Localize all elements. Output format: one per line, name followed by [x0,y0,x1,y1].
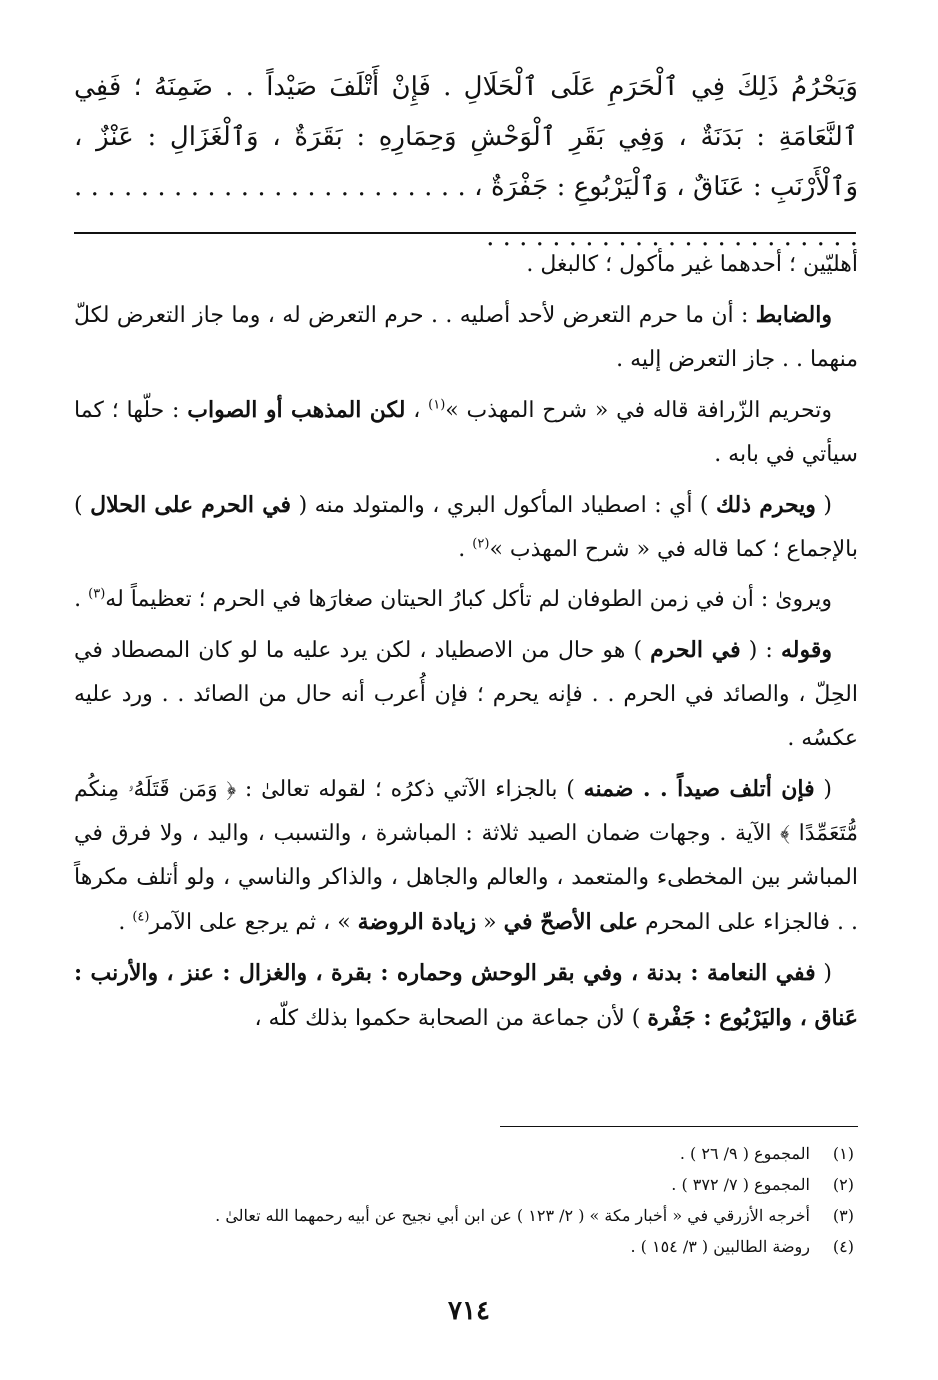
footnote-text: المجموع ( ٩/ ٢٦ ) . [679,1144,810,1163]
sharh-paragraph-8 [74,951,858,1041]
footnote-ref: (٤) [132,909,150,925]
paragraph-text: . [118,910,133,935]
paragraph-text: . [74,587,89,612]
bold-matn-quote: ويحرم ذلك [716,492,816,518]
footnote-ref: (١) [428,397,446,413]
footnote-item [74,1169,858,1200]
paragraph-text: ) هو حال من الاصطياد ، لكن يرد عليه ما لو كان المصطاد في الحِلّ ، والصائد في الحرم . . فإنه يحرم ؛ فإن أُعرب أنه حال من الصائد . . ورد عليه عكسُه . [74,638,858,751]
paragraph-text: ) بالإجماع ؛ كما قاله في « شرح المهذب » [74,493,858,562]
footnote-item [74,1231,858,1262]
paragraph-text: » ، ثم يرجع على الآمر [149,910,358,935]
footnote-separator-line [500,1126,858,1127]
footnote-item [74,1200,858,1231]
bold-term: لكن المذهب أو الصواب [187,397,406,423]
bold-term: على الأصحّ في [503,909,639,935]
paragraph-text: : أن ما حرم التعرض لأحد أصليه . . حرم التعرض له ، وما جاز التعرض لكلّ منهما . . جاز التعرض إليه . [74,303,858,372]
bold-matn-quote: ففي النعامة : بدنة ، وفي بقر الوحش وحماره : بقرة ، والغزال : عنز ، والأرنب : عَناق ، واليَرْبُوع : جَفْرة [74,960,858,1031]
paragraph-text: : حلّها ؛ كما سيأتي في بابه . [74,398,858,467]
footnote-number: (٤) [832,1237,854,1256]
sharh-paragraph-2 [74,293,858,382]
bold-matn-quote: في الحرم [650,637,741,663]
sharh-paragraph-6 [74,628,858,761]
bold-term: وقوله [780,637,832,663]
paragraph-text: . [458,537,473,562]
paragraph-text: ( [815,961,833,986]
footnote-ref: (٢) [472,536,490,552]
footnote-number: (١) [832,1144,854,1163]
sharh-paragraph-3 [74,388,858,477]
paragraph-text: ) لأن جماعة من الصحابة حكموا بذلك كلّه ، [254,1006,648,1031]
paragraph-text: ( [814,777,832,802]
paragraph-text: ) أي : اصطياد المأكول البري ، والمتولد منه ( [291,493,717,518]
page-number: ٧١٤ [448,1296,490,1326]
footnote-text: روضة الطالبين ( ٣/ ١٥٤ ) . [630,1237,810,1256]
sharh-paragraph-4 [74,483,858,572]
footnote-number: (٢) [832,1175,854,1194]
bold-book-title: زيادة الروضة [357,909,477,935]
footnote-text: المجموع ( ٧/ ٣٧٢ ) . [671,1175,810,1194]
footnote-number: (٣) [832,1206,854,1225]
paragraph-text: ويروىٰ : أن في زمن الطوفان لم تأكل كبارُ الحيتان صغارَها في الحرم ؛ تعظيماً له [105,587,832,612]
bold-matn-quote: فإن أتلف صيداً . . ضمنه [583,776,815,802]
bold-matn-quote: في الحرم على الحلال [90,492,292,518]
bold-term: والضابط [755,302,832,328]
paragraph-text: : ( [740,638,781,663]
matn-separator-line [74,232,856,234]
footnote-ref: (٣) [88,586,106,602]
footnote-item [74,1138,858,1169]
sharh-paragraph-1: أهليّين ؛ أحدهما غير مأكول ؛ كالبغل . [526,252,858,277]
footnotes-block [74,1138,858,1262]
footnote-text: أخرجه الأزرقي في « أخبار مكة » ( ٢/ ١٢٣ ) عن ابن أبي نجيح عن أبيه رحمهما الله تعالىٰ . [215,1206,810,1225]
paragraph-text: ( [815,493,833,518]
paragraph-text: وتحريم الزّرافة قاله في « شرح المهذب » [445,398,832,423]
sharh-paragraph-7 [74,767,858,945]
paragraph-text: « [476,910,504,935]
paragraph-text: ) بالجزاء الآتي ذكرُه ؛ لقوله تعالىٰ : ﴿ وَمَن قَتَلَهُۥ مِنكُم مُّتَعَمِّدًا ﴾ الآية . وجهات ضمان الصيد ثلاثة : المباشرة ، والتسبب ، واليد ، ولا فرق في المباشر بين المخطىء والمتعمد ، والعالم والجاهل ، والذاكر والناسي ، ولو أتلف مكرهاً . . فالجزاء على المحرم [74,777,858,935]
sharh-commentary-block [74,243,858,1047]
paragraph-text: ، [405,398,429,423]
sharh-paragraph-5 [74,578,858,622]
matn-paragraph: وَيَحْرُمُ ذَلِكَ فِي ٱلْحَرَمِ عَلَى ٱلْحَلَالِ . فَإِنْ أَتْلَفَ صَيْداً . . ضَمِنَهُ ؛ فَفِي ٱلنَّعَامَةِ : بَدَنَةٌ ، وَفِي بَقَرِ ٱلْوَحْشِ وَحِمَارِهِ : بَقَرَةٌ ، وَٱلْغَزَالِ : عَنْزٌ ، وَٱلْأَرْنَبِ : عَنَاقٌ ، وَٱلْيَرْبُوعِ : جَفْرَةٌ ، . . . . . . . . . . . . . . . . . . . . . . . . . . . . . . . . . . . . . . . . . . . . . . . [74,72,858,252]
